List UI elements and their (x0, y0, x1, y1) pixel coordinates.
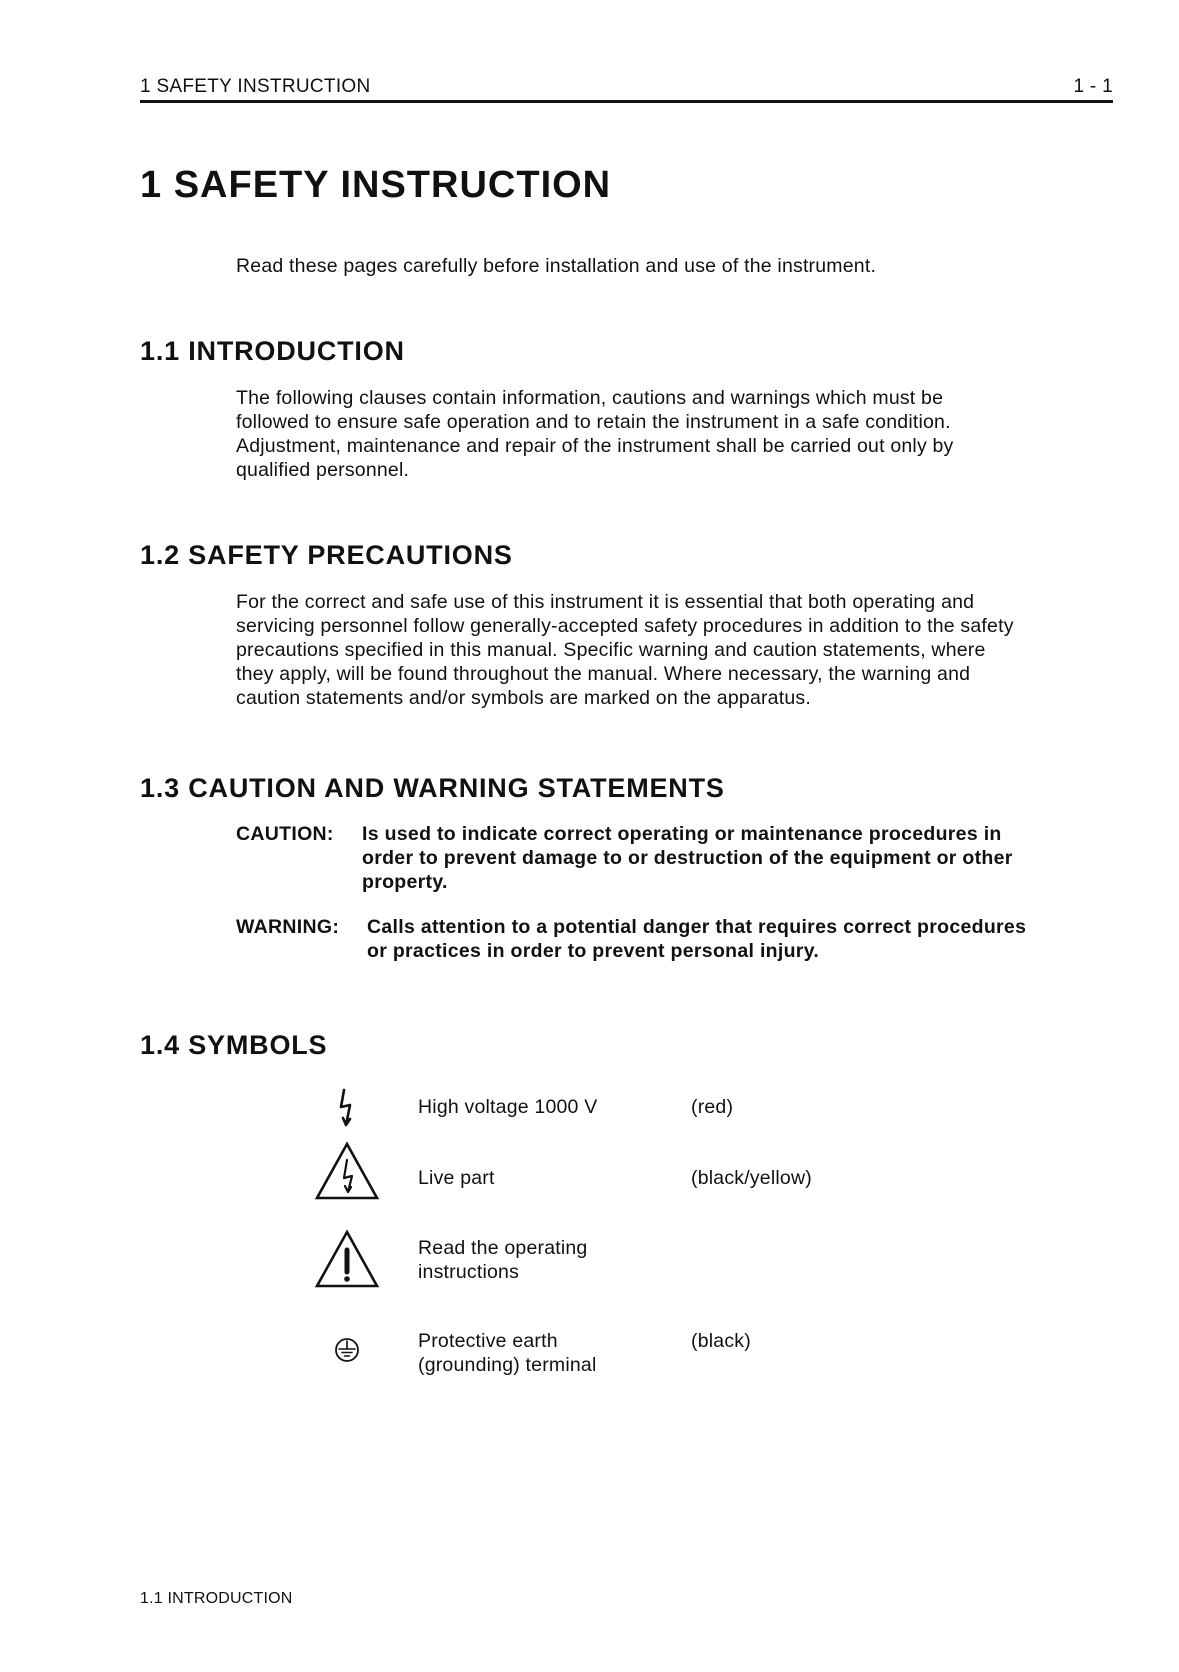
symbol-color: (black/yellow) (691, 1167, 812, 1189)
symbol-label (418, 1236, 638, 1284)
text-line: Live part (418, 1167, 495, 1189)
text-line: followed to ensure safe operation and to retain the instrument in a safe condition. (236, 411, 951, 433)
running-header-title: 1 SAFETY INSTRUCTION (140, 76, 371, 97)
symbol-label (418, 1329, 638, 1377)
introduction-paragraph (236, 386, 1116, 482)
text-line: caution statements and/or symbols are marked on the apparatus. (236, 687, 811, 709)
caution-text (362, 822, 1112, 894)
text-line: The following clauses contain information, cautions and warnings which must be (236, 387, 944, 409)
caution-term: CAUTION: (236, 823, 334, 845)
precautions-paragraph (236, 590, 1116, 710)
warning-term: WARNING: (236, 916, 340, 938)
symbol-label (418, 1166, 638, 1190)
symbol-row (320, 1166, 920, 1226)
symbol-row (320, 1095, 920, 1145)
symbol-color: (red) (691, 1096, 734, 1118)
text-line: (grounding) terminal (418, 1354, 597, 1376)
text-line: qualified personnel. (236, 459, 410, 481)
symbol-label (418, 1095, 638, 1119)
symbol-row (320, 1329, 920, 1381)
text-line: or practices in order to prevent personal injury. (367, 940, 820, 962)
section-heading-precautions: 1.2 SAFETY PRECAUTIONS (140, 540, 513, 570)
high-voltage-icon (332, 1087, 362, 1131)
section-heading-symbols: 1.4 SYMBOLS (140, 1030, 328, 1060)
text-line: For the correct and safe use of this instrument it is essential that both operating and (236, 591, 975, 613)
text-line: servicing personnel follow generally-accepted safety procedures in addition to the safety (236, 615, 1014, 637)
text-line: precautions specified in this manual. Specific warning and caution statements, where (236, 639, 986, 661)
section-heading-introduction: 1.1 INTRODUCTION (140, 336, 405, 366)
symbol-color: (black) (691, 1330, 751, 1352)
live-part-warning-icon (314, 1140, 380, 1202)
warning-definition (236, 915, 1116, 967)
symbol-row (320, 1236, 920, 1296)
text-line: Adjustment, maintenance and repair of the instrument shall be carried out only by (236, 435, 954, 457)
running-header (140, 74, 1113, 103)
caution-exclamation-icon (314, 1228, 380, 1290)
page-footer: 1.1 INTRODUCTION (140, 1590, 293, 1607)
text-line: Read the operating (418, 1237, 588, 1259)
page-number: 1 - 1 (1073, 76, 1113, 97)
text-line: instructions (418, 1261, 520, 1283)
text-line: they apply, will be found throughout the manual. Where necessary, the warning and (236, 663, 971, 685)
chapter-title: 1 SAFETY INSTRUCTION (140, 164, 612, 206)
text-line: property. (362, 871, 448, 893)
protective-earth-icon (334, 1337, 360, 1363)
text-line: High voltage 1000 V (418, 1096, 598, 1118)
section-heading-statements: 1.3 CAUTION AND WARNING STATEMENTS (140, 773, 725, 803)
intro-note: Read these pages carefully before installation and use of the instrument. (236, 255, 877, 277)
caution-definition (236, 822, 1116, 898)
text-line: Protective earth (418, 1330, 558, 1352)
text-line: Calls attention to a potential danger that requires correct procedures (367, 916, 1027, 938)
warning-text (367, 915, 1117, 963)
text-line: Is used to indicate correct operating or maintenance procedures in (362, 823, 1002, 845)
text-line: order to prevent damage to or destruction of the equipment or other (362, 847, 1013, 869)
